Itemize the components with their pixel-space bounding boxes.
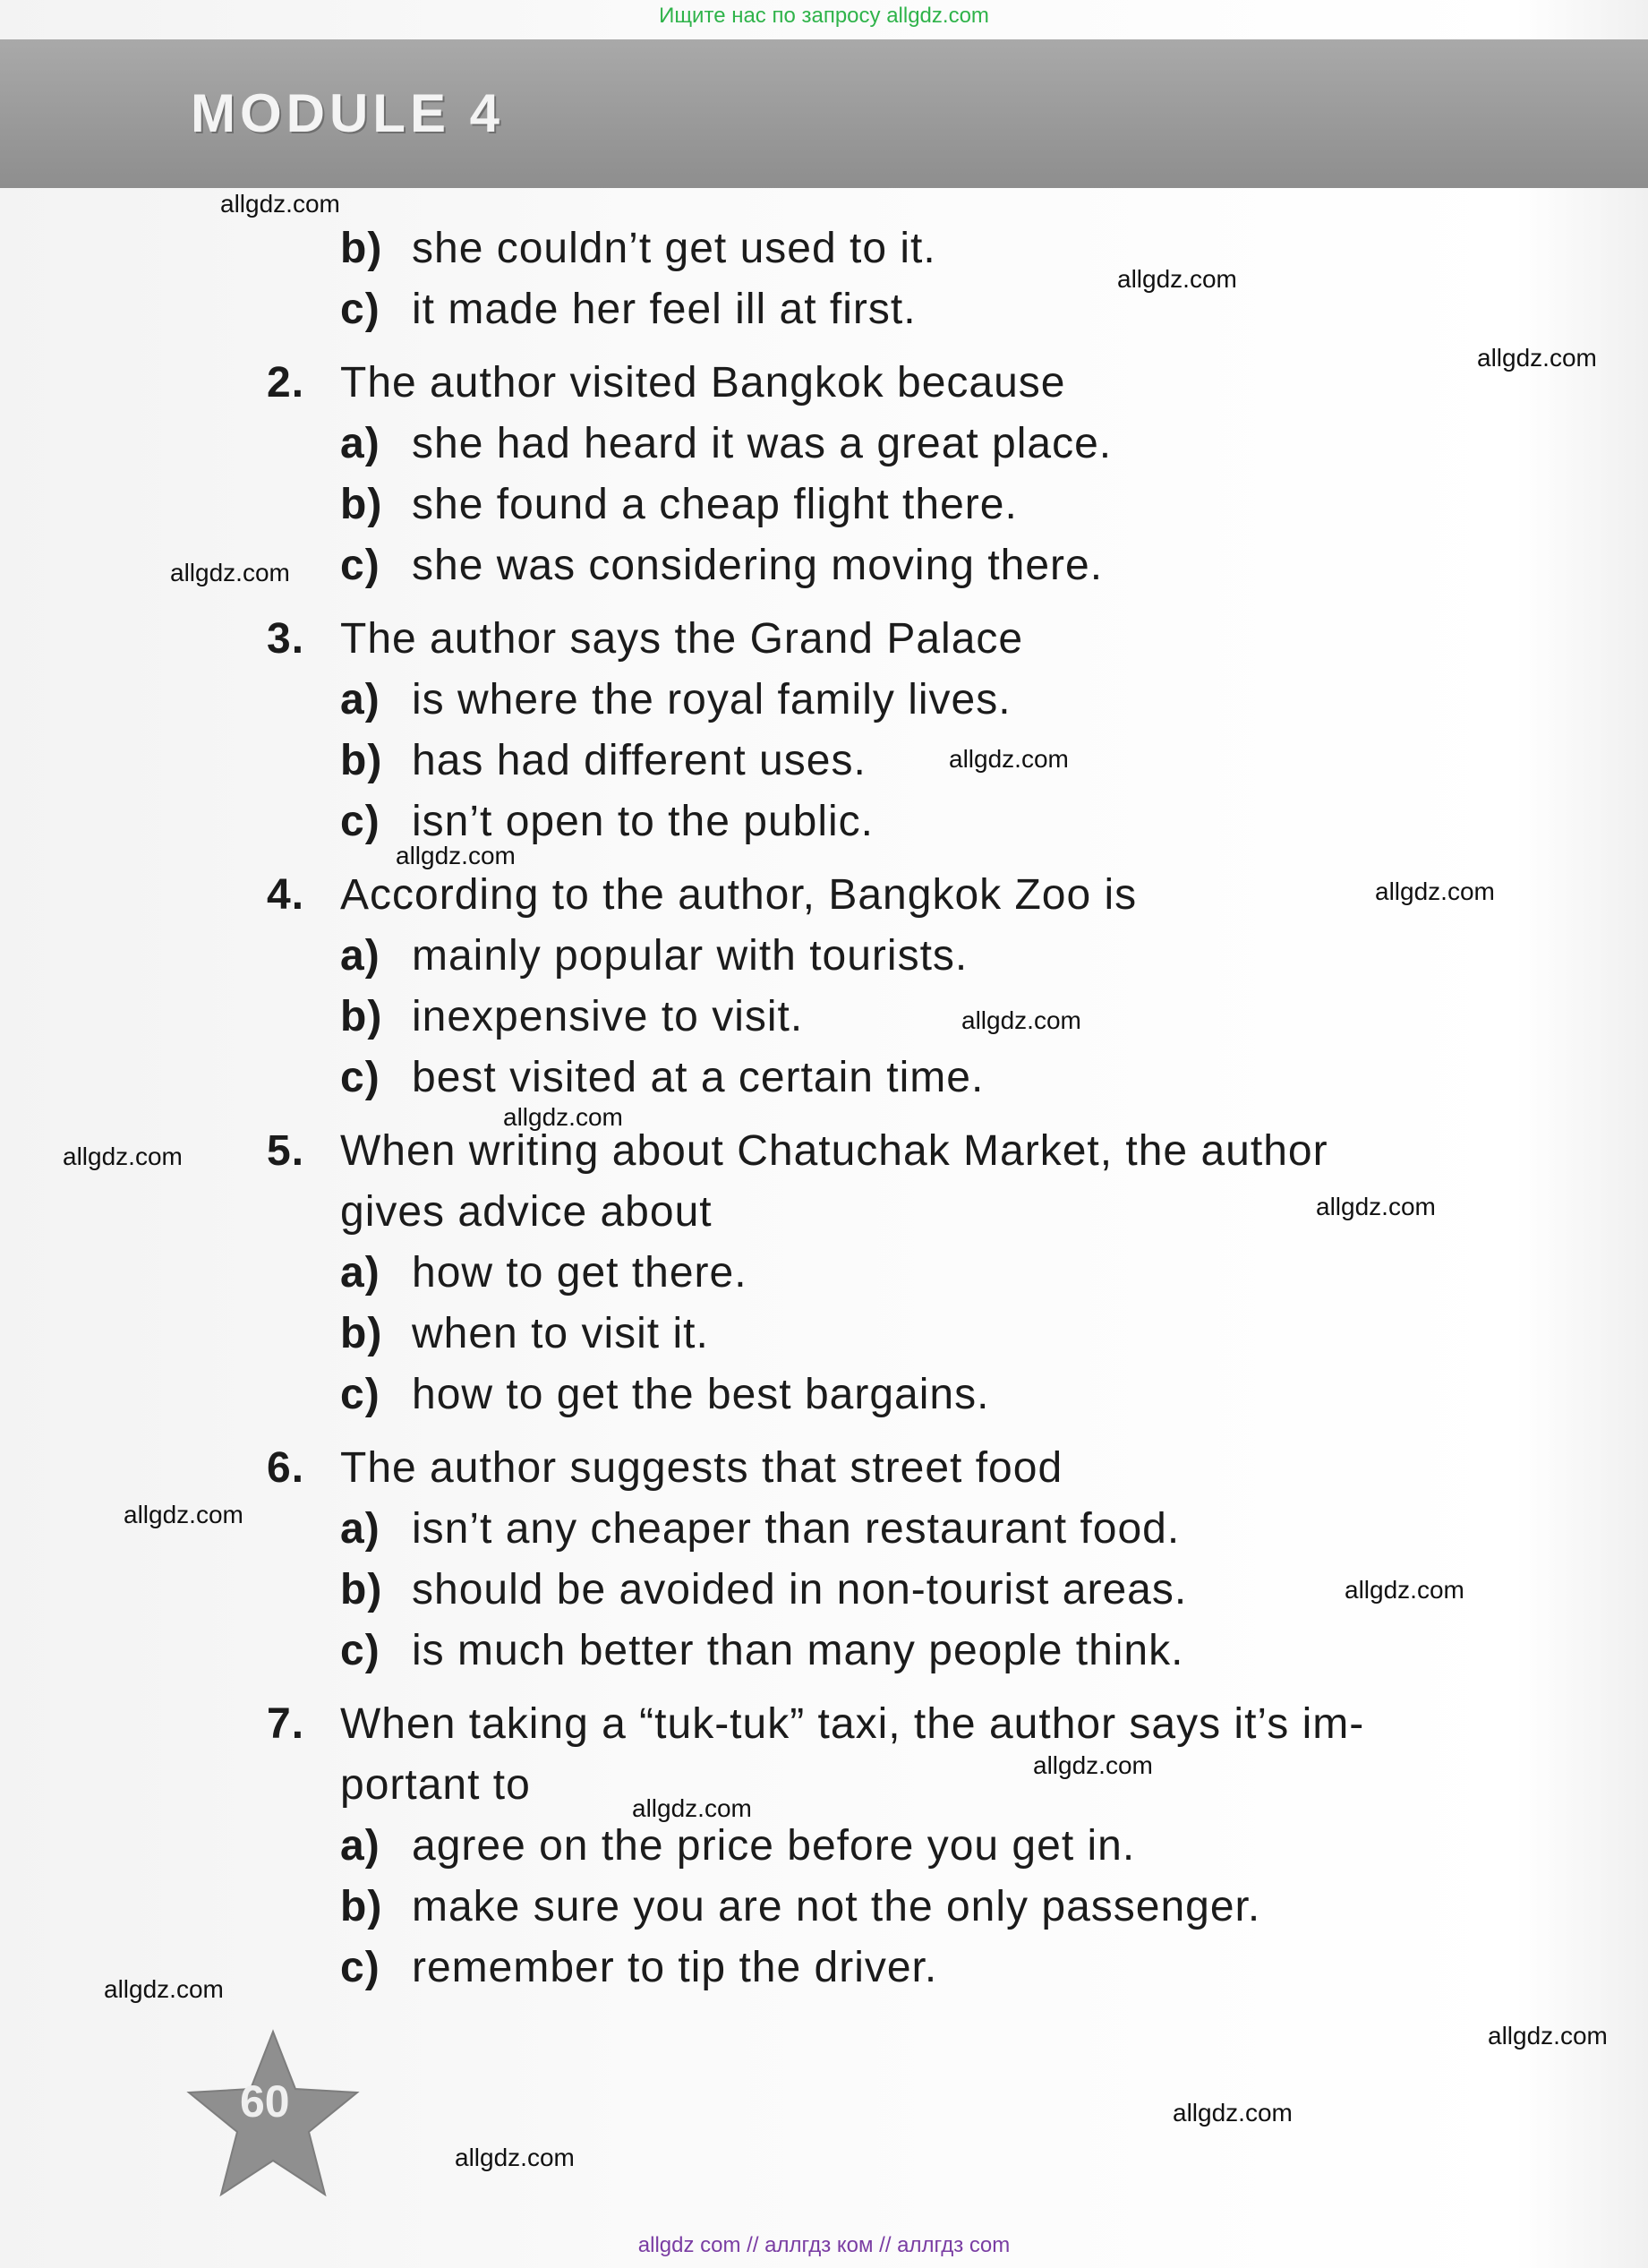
watermark: allgdz.com xyxy=(124,1501,243,1528)
watermark: allgdz.com xyxy=(1316,1193,1436,1220)
watermark: allgdz.com xyxy=(1477,344,1597,372)
q1-option-b: b) she couldn’t get used to it. xyxy=(340,225,936,272)
bottom-site-links[interactable]: allgdz com // аллгдз ком // аллгдз com xyxy=(637,2233,1011,2257)
page-number: 60 xyxy=(240,2076,290,2127)
watermark: allgdz.com xyxy=(503,1103,623,1131)
q6-option-c: c) is much better than many people think. xyxy=(340,1627,1184,1674)
q2-stem: 2. The author visited Bangkok because xyxy=(267,359,1066,407)
watermark: allgdz.com xyxy=(220,190,340,218)
q3-option-a: a) is where the royal family lives. xyxy=(340,676,1012,723)
q5-option-c: c) how to get the best bargains. xyxy=(340,1371,990,1418)
watermark: allgdz.com xyxy=(1033,1751,1153,1779)
q3-option-b: b) has had different uses. xyxy=(340,737,867,784)
watermark: allgdz.com xyxy=(63,1143,183,1170)
watermark: allgdz.com xyxy=(1345,1576,1464,1604)
watermark: allgdz.com xyxy=(104,1975,224,2003)
q4-option-a: a) mainly popular with tourists. xyxy=(340,932,969,980)
q4-option-b: b) inexpensive to visit. xyxy=(340,993,804,1040)
watermark: allgdz.com xyxy=(949,745,1069,773)
q5-option-a: a) how to get there. xyxy=(340,1249,747,1297)
q2-option-b: b) she found a cheap flight there. xyxy=(340,481,1018,528)
watermark: allgdz.com xyxy=(1488,2022,1608,2050)
q7-stem: 7. When taking a “tuk-tuk” taxi, the author says it’s im- xyxy=(267,1700,1365,1748)
q7-option-a: a) agree on the price before you get in. xyxy=(340,1822,1136,1870)
q5-option-b: b) when to visit it. xyxy=(340,1310,709,1357)
watermark: allgdz.com xyxy=(961,1006,1081,1034)
q5-stem-continuation: gives advice about xyxy=(340,1188,713,1236)
watermark: allgdz.com xyxy=(1375,877,1495,905)
q1-option-c: c) it made her feel ill at first. xyxy=(340,286,917,333)
q6-stem: 6. The author suggests that street food xyxy=(267,1444,1063,1492)
q5-stem: 5. When writing about Chatuchak Market, the author xyxy=(267,1127,1328,1175)
watermark: allgdz.com xyxy=(170,559,290,586)
q2-option-c: c) she was considering moving there. xyxy=(340,542,1104,589)
q7-stem-continuation: portant to xyxy=(340,1761,531,1809)
q3-option-c: c) isn’t open to the public. xyxy=(340,798,874,845)
watermark: allgdz.com xyxy=(1117,265,1237,293)
watermark: allgdz.com xyxy=(1173,2099,1293,2127)
module-title: MODULE 4 xyxy=(191,83,505,143)
watermark: allgdz.com xyxy=(396,842,516,869)
watermark: allgdz.com xyxy=(455,2144,575,2171)
q4-stem: 4. According to the author, Bangkok Zoo is xyxy=(267,871,1138,919)
q6-option-a: a) isn’t any cheaper than restaurant food. xyxy=(340,1505,1181,1553)
q2-option-a: a) she had heard it was a great place. xyxy=(340,420,1113,467)
q7-option-b: b) make sure you are not the only passenger. xyxy=(340,1883,1261,1930)
q6-option-b: b) should be avoided in non-tourist areas. xyxy=(340,1566,1188,1613)
q4-option-c: c) best visited at a certain time. xyxy=(340,1054,985,1101)
top-search-link[interactable]: Ищите нас по запросу allgdz.com xyxy=(659,4,989,28)
q3-stem: 3. The author says the Grand Palace xyxy=(267,615,1024,663)
q7-option-c: c) remember to tip the driver. xyxy=(340,1944,938,1991)
watermark: allgdz.com xyxy=(632,1794,752,1822)
